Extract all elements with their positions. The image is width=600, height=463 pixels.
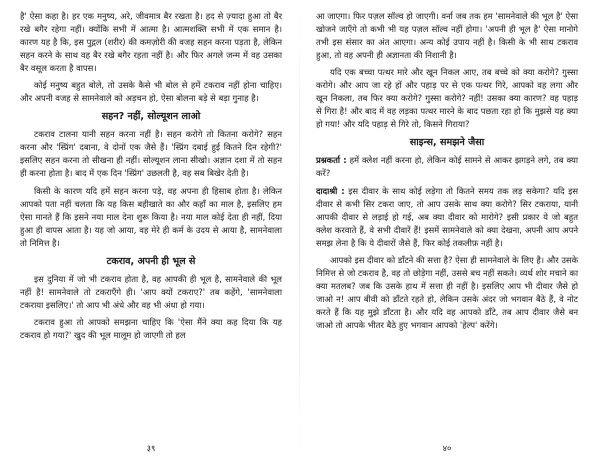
paragraph: है' ऐसा कहा है। हर एक मनुष्य, अरे, जीवमात्र बैर रखता है। हद से ज़्यादा हुआ तो बैर रखे बगैर रहेगा नहीं। क्योंकि सभी में आत्मा है। आत्मशक्ति सभी में एक समान है। कारण यह है कि, इस पुद्गल (शरीर) की कमज़ोरी की वजह सहन करना पड़ता है, लेकिन सहन करने के साथ वह बैर रखे बगैर रहता नहीं है। और फिर अगले जन्म में वह उसका बैर वसूल करता है वापस। (20, 11, 282, 74)
paragraph: इस दुनिया में जो भी टकराव होता है, वह आपकी ही भूल है, सामनेवाले की भूल नहीं है! सामनेवाले तो टकराएँगे ही। 'आप क्यों टकराए?' तब कहेंगे, 'सामनेवाला टकराया इसलिए।' तो आप भी अंधे और वह भी अंधा हो गया। (20, 273, 282, 310)
question-text: हमें क्लेश नहीं करना हो, लेकिन कोई सामने से आकर झगड़ने लगे, तब क्या करें? (316, 155, 579, 179)
right-page (316, 10, 578, 455)
section-heading: टकराव, अपनी ही भूल से (106, 255, 196, 267)
speaker-label: दादाश्री : (316, 185, 345, 196)
book-gutter (299, 0, 300, 463)
section-heading: सहन? नहीं, सोल्यूशन लाओ (101, 111, 201, 123)
paragraph: कोई मनुष्य बहुत बोले, तो उसके कैसे भी बोल से हमें टकराव नहीं होना चाहिए। और अपनी वजह से सामनेवाले को अड़चन हो, ऐसा बोलना बड़े से बड़ा गुनाह है। (20, 80, 282, 104)
dialogue-answer (316, 185, 578, 250)
page-number: ३९ (146, 442, 156, 453)
speaker-label: प्रश्नकर्ता : (316, 155, 347, 166)
paragraph: आपको इस दीवार को डाँटने की सत्ता है? ऐसा ही सामनेवाले के लिए है। और उसके निमित्त से जो टकराव है, वह तो छोड़ेगा नहीं, उससे बच नहीं सकते। व्यर्थ शोर मचाने का क्या मतलब? जब कि उसके हाथ में सत्ता ही नहीं है। इसलिए आप भी दीवार जैसे हो जाओ न! आप बीवी को डाँटते रहते हो, लेकिन उसके अंदर जो भगवान बैठे हैं, वे नोट करते हैं कि यह मुझे डाँटता है। और यदि वह आपको डाँटे, तब आप दीवार जैसे बन जाओ तो आपके भीतर बैठे हुए भगवान आपको 'हेल्प' करेंगे। (316, 254, 578, 330)
answer-text: इस दीवार के साथ कोई लड़ेगा तो कितने समय तक लड़ सकेगा? यदि इस दीवार से कभी सिर टकरा जाए, तो आप उसके साथ क्या करोगे? सिर टकराया, यानी आपकी दीवार से लड़ाई हो गई, अब क्या दीवार को मारोगे? इसी प्रकार ये जो बहुत क्लेश करवाते हैं, वे सभी दीवारें हैं! इसमें सामनेवाले को क्या देखना, अपनी आप अपने समझ लेना है कि ये दीवारों जैसे हैं, फिर कोई तकलीफ़ नहीं है। (316, 185, 578, 248)
page-number: ४० (442, 442, 452, 453)
paragraph: टकराव हुआ तो आपको समझना चाहिए कि 'ऐसा मैंने क्या कह दिया कि यह टकराव हो गया?' खुद की भूल मालूम हो जाएगी तो हल (20, 316, 282, 340)
paragraph: टकराव टालना यानी सहन करना नहीं है। सहन करोगे तो कितना करोगे? सहन करना और 'स्प्रिंग' दबाना, वे दोनों एक जैसे हैं। 'स्प्रिंग दबाई हुई कितने दिन रहेगी?' इसलिए सहन करना तो सीखना ही नहीं। सोल्यूशन लाना सीखो। अज्ञान दशा में तो सहन ही करना होता है। बाद में एक दिन 'स्प्रिंग' उछलती है, वह सब बिखेर देती है। (20, 129, 282, 179)
left-page (20, 10, 282, 455)
paragraph: आ जाएगा। फिर पज़ल सॉल्व हो जाएगी। वर्ना जब तक हम 'सामनेवाले की भूल है' ऐसा खोजने जाएँगे तो कभी भी यह पज़ल सॉल्व नहीं होगा। 'अपनी ही भूल है' ऐसा मानोगे तभी इस संसार का अंत आएगा। अन्य कोई उपाय नहीं है। किसी के भी साथ टकराव हुआ, तो वह अपनी ही अज्ञानता की निशानी है। (316, 11, 578, 61)
dialogue-question (316, 154, 578, 180)
paragraph: यदि एक बच्चा पत्थर मारे और खून निकल आए, तब बच्चे को क्या करोगे? गुस्सा करोगे। और आप जा रहे हों और पहाड़ पर से एक पत्थर गिरे, आपको वह लगा और खून निकला, तब फिर क्या करोगे? गुस्सा करोगे? नहीं! उसका क्या कारण? वह पहाड़ से गिरा है! और बाद में वह लड़का पत्थर मारने के बाद पछता रहा हो कि मुझसे यह क्या हो गया! और यदि पहाड़ से गिरे तो, किसने गिराया? (316, 67, 578, 130)
paragraph: किसी के कारण यदि हमें सहन करना पड़े, वह अपना ही हिसाब होता है। लेकिन आपको पता नहीं चलता कि यह किस बहीखाते का और कहाँ का माल है, इसलिए हम ऐसा मानते हैं कि इसने नया माल देना शुरू किया है। नया माल कोई देता ही नहीं, दिया हुआ ही वापस आता है। यह जो आया, वह मेरे ही कर्म के उदय से आया है, सामनेवाला तो निमित्त है। (20, 185, 282, 248)
section-heading: साइन्स, समझने जैसा (409, 137, 485, 149)
